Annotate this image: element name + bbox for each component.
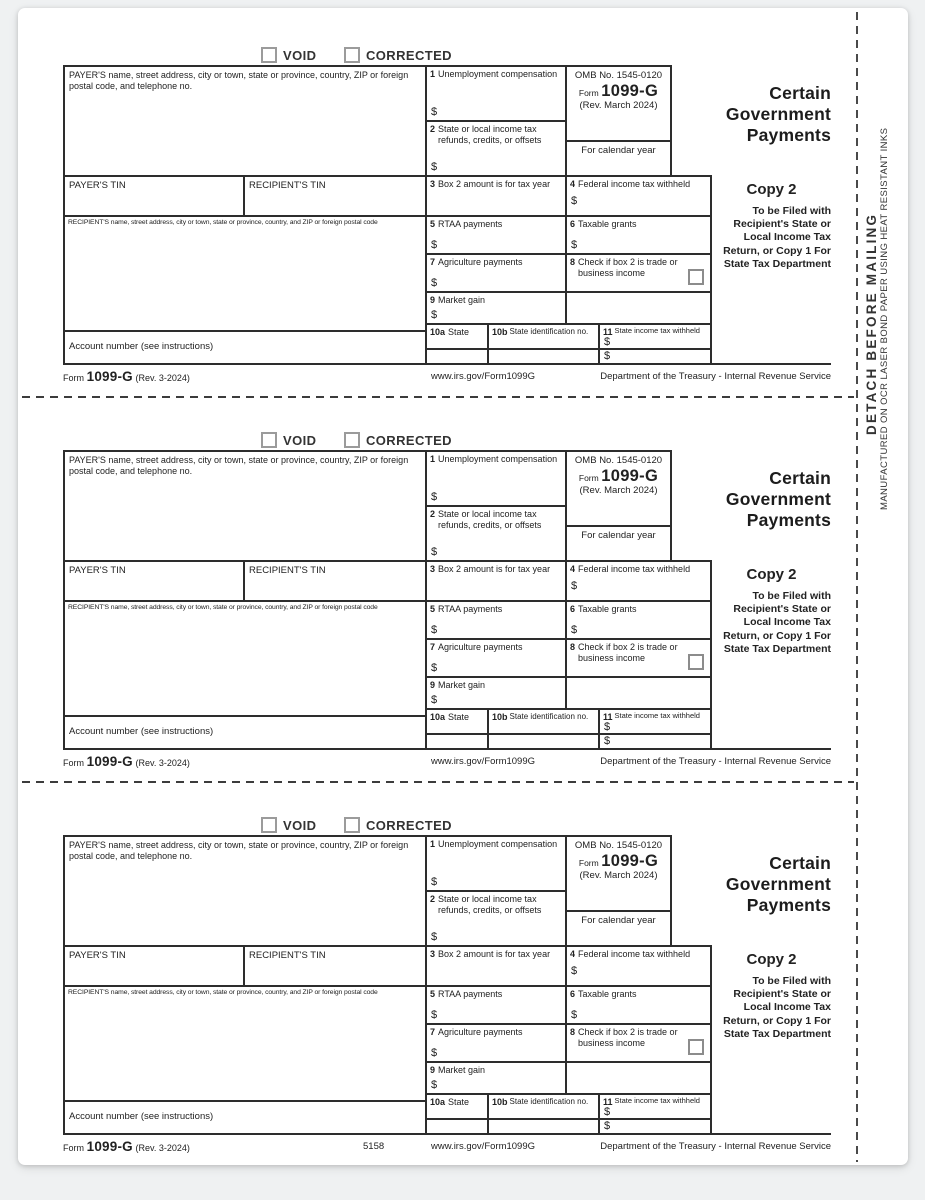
payer-tin-box	[63, 175, 243, 215]
footer-department: Department of the Treasury - Internal Revenue Service	[600, 1141, 831, 1152]
box-number: 6	[570, 989, 576, 999]
box-number: 9	[430, 295, 436, 305]
omb-box	[565, 450, 672, 560]
box-number: 3	[430, 949, 436, 959]
form-sheet	[18, 8, 908, 1165]
box-label: Federal income tax withheld	[578, 949, 691, 959]
recipient-info-box	[63, 600, 425, 715]
footer-form-number	[63, 369, 190, 384]
box-number: 9	[430, 680, 436, 690]
box-11-state-withheld	[598, 1093, 710, 1118]
copy-panel	[710, 175, 831, 365]
box-number: 7	[430, 642, 436, 652]
box-number: 1	[430, 454, 436, 464]
copy-designation: Copy 2	[746, 566, 797, 583]
payer-info-label: PAYER'S name, street address, city or town, state or province, country, ZIP or foreign postal code, and telephone no.	[69, 70, 409, 92]
account-number-label: Account number (see instructions)	[69, 341, 214, 352]
copy-designation: Copy 2	[746, 181, 797, 198]
box-label: State or local income tax refunds, credits, or offsets	[438, 894, 542, 915]
omb-top	[567, 452, 670, 527]
dollar-sign: $	[431, 1079, 438, 1091]
box-number: 2	[430, 894, 436, 904]
title-panel	[710, 450, 831, 560]
dollar-sign: $	[431, 694, 438, 706]
box-6-taxable-grants	[565, 215, 710, 253]
dollar-sign: $	[431, 546, 438, 558]
box-number: 5	[430, 604, 436, 614]
copy-panel	[710, 945, 831, 1135]
box-10b-row2	[487, 733, 598, 750]
corrected-label: CORRECTED	[366, 432, 452, 448]
box-label: Check if box 2 is trade or business income	[578, 257, 678, 278]
dollar-sign: $	[604, 1120, 611, 1132]
box-4-federal-withheld	[565, 945, 710, 985]
box-label: RTAA payments	[438, 219, 503, 229]
dollar-sign: $	[604, 1106, 611, 1118]
box-1-unemployment	[425, 835, 565, 890]
dollar-sign: $	[431, 309, 438, 321]
table-bottom-edge	[710, 1133, 831, 1135]
box-label: State identification no.	[509, 1097, 589, 1106]
recipient-tin-label: RECIPIENT'S TIN	[249, 565, 326, 576]
dollar-sign: $	[431, 161, 438, 173]
box-number: 1	[430, 839, 436, 849]
box-label: Unemployment compensation	[438, 839, 558, 849]
box-number: 4	[570, 949, 576, 959]
box-label: Federal income tax withheld	[578, 179, 691, 189]
box-number: 8	[570, 642, 576, 652]
dollar-sign: $	[571, 624, 578, 636]
form-title: Certain Government Payments	[725, 83, 831, 145]
omb-revision: (Rev. March 2024)	[579, 485, 658, 496]
form-copy-2	[63, 432, 831, 770]
recipient-info-label: RECIPIENT'S name, street address, city or town, state or province, country, and ZIP or foreign postal code	[68, 989, 378, 996]
omb-number: OMB No. 1545-0120	[574, 840, 663, 851]
box-8-trade-business	[565, 638, 710, 676]
form-title: Certain Government Payments	[725, 853, 831, 915]
box-number: 11	[603, 1097, 613, 1107]
title-panel	[710, 65, 831, 175]
box-label: Box 2 amount is for tax year	[438, 564, 551, 574]
omb-number: OMB No. 1545-0120	[574, 70, 663, 81]
box-2-state-refunds	[425, 890, 565, 945]
box-label: Agriculture payments	[438, 257, 523, 267]
account-number-box	[63, 715, 425, 750]
box-9-market-gain	[425, 291, 565, 323]
box-8-checkbox[interactable]	[688, 654, 704, 670]
box-6-taxable-grants	[565, 985, 710, 1023]
box-label: State	[448, 327, 470, 337]
box-label: Unemployment compensation	[438, 454, 558, 464]
calendar-year-label: For calendar year	[581, 530, 656, 541]
footer-form-number	[63, 1139, 190, 1154]
omb-number: OMB No. 1545-0120	[574, 455, 663, 466]
box-5-rtaa	[425, 215, 565, 253]
corrected-checkbox[interactable]	[344, 817, 360, 833]
omb-box	[565, 65, 672, 175]
account-number-label: Account number (see instructions)	[69, 726, 214, 737]
recipient-info-box	[63, 215, 425, 330]
box-number: 4	[570, 564, 576, 574]
box-3-tax-year	[425, 175, 565, 215]
box-number: 5	[430, 989, 436, 999]
form-title: Certain Government Payments	[725, 468, 831, 530]
corrected-label: CORRECTED	[366, 47, 452, 63]
box-label: Box 2 amount is for tax year	[438, 179, 551, 189]
box-7-agriculture	[425, 638, 565, 676]
footer-department: Department of the Treasury - Internal Revenue Service	[600, 756, 831, 767]
box-1-unemployment	[425, 450, 565, 505]
box-10b-state-id	[487, 323, 598, 348]
form-footer	[63, 1139, 831, 1154]
form-grid	[63, 65, 831, 367]
box-label: Taxable grants	[578, 219, 637, 229]
box-8-checkbox[interactable]	[688, 1039, 704, 1055]
form-copy-3	[63, 817, 831, 1155]
box-label: State	[448, 712, 470, 722]
box-label: State income tax withheld	[614, 711, 700, 720]
box-label: Taxable grants	[578, 989, 637, 999]
perforation-separator-1	[22, 396, 854, 398]
dollar-sign: $	[431, 931, 438, 943]
box-number: 10b	[492, 712, 508, 722]
void-corrected-row	[63, 817, 710, 833]
box-number: 2	[430, 509, 436, 519]
box-8-trade-business	[565, 1023, 710, 1061]
copy-note: To be Filed with Recipient's State or Local Income Tax Return, or Copy 1 For State Tax Department	[723, 205, 831, 270]
form-word: Form	[578, 88, 599, 98]
box-number: 7	[430, 1027, 436, 1037]
omb-top	[567, 67, 670, 142]
box-11-state-withheld	[598, 323, 710, 348]
box-number: 7	[430, 257, 436, 267]
box-9-right-blank	[565, 1061, 710, 1093]
omb-box	[565, 835, 672, 945]
footer-form-id: 1099-G	[86, 369, 133, 384]
payer-tin-label: PAYER'S TIN	[69, 565, 126, 576]
box-3-tax-year	[425, 945, 565, 985]
form-number: 1099-G	[601, 82, 659, 100]
box-10b-state-id	[487, 1093, 598, 1118]
box-9-market-gain	[425, 1061, 565, 1093]
recipient-info-box	[63, 985, 425, 1100]
box-label: Federal income tax withheld	[578, 564, 691, 574]
box-number: 1	[430, 69, 436, 79]
box-label: Box 2 amount is for tax year	[438, 949, 551, 959]
footer-revision: (Rev. 3-2024)	[135, 373, 190, 383]
copy-note: To be Filed with Recipient's State or Local Income Tax Return, or Copy 1 For State Tax Department	[723, 975, 831, 1040]
box-9-right-blank	[565, 291, 710, 323]
box-label: Market gain	[438, 680, 486, 690]
box-10a-row2	[425, 733, 487, 750]
box-8-checkbox[interactable]	[688, 269, 704, 285]
box-label: Agriculture payments	[438, 1027, 523, 1037]
account-number-box	[63, 330, 425, 365]
box-3-tax-year	[425, 560, 565, 600]
box-number: 2	[430, 124, 436, 134]
dollar-sign: $	[431, 1009, 438, 1021]
box-4-federal-withheld	[565, 560, 710, 600]
dollar-sign: $	[571, 965, 578, 977]
omb-top	[567, 837, 670, 912]
void-corrected-row	[63, 432, 710, 448]
payer-tin-box	[63, 945, 243, 985]
box-number: 5	[430, 219, 436, 229]
box-label: State income tax withheld	[614, 326, 700, 335]
copy-panel	[710, 560, 831, 750]
box-10a-row2	[425, 1118, 487, 1135]
footer-form-word: Form	[63, 1143, 84, 1153]
box-label: Taxable grants	[578, 604, 637, 614]
footer-form-word: Form	[63, 373, 84, 383]
box-10b-row2	[487, 348, 598, 365]
omb-revision: (Rev. March 2024)	[579, 870, 658, 881]
footer-form-id: 1099-G	[86, 1139, 133, 1154]
detach-before-mailing-note: DETACH BEFORE MAILING	[864, 212, 879, 435]
payer-info-label: PAYER'S name, street address, city or town, state or province, country, ZIP or foreign postal code, and telephone no.	[69, 455, 409, 477]
payer-tin-box	[63, 560, 243, 600]
form-grid	[63, 835, 831, 1137]
dollar-sign: $	[604, 350, 611, 362]
dollar-sign: $	[431, 491, 438, 503]
box-7-agriculture	[425, 1023, 565, 1061]
calendar-year-label: For calendar year	[581, 915, 656, 926]
box-label: RTAA payments	[438, 604, 503, 614]
title-panel	[710, 835, 831, 945]
box-11-row2	[598, 1118, 710, 1135]
perforation-line-vertical	[856, 12, 858, 1162]
form-copy-1	[63, 47, 831, 385]
box-number: 8	[570, 257, 576, 267]
dollar-sign: $	[604, 735, 611, 747]
calendar-year-label: For calendar year	[581, 145, 656, 156]
account-number-box	[63, 1100, 425, 1135]
box-number: 11	[603, 712, 613, 722]
payer-tin-label: PAYER'S TIN	[69, 180, 126, 191]
box-label: RTAA payments	[438, 989, 503, 999]
box-11-row2	[598, 733, 710, 750]
box-number: 9	[430, 1065, 436, 1075]
box-4-federal-withheld	[565, 175, 710, 215]
box-10a-state	[425, 1093, 487, 1118]
payer-info-box	[63, 450, 425, 560]
box-10a-row2	[425, 348, 487, 365]
box-10b-state-id	[487, 708, 598, 733]
box-6-taxable-grants	[565, 600, 710, 638]
box-2-state-refunds	[425, 505, 565, 560]
box-11-state-withheld	[598, 708, 710, 733]
dollar-sign: $	[431, 876, 438, 888]
copy-note: To be Filed with Recipient's State or Local Income Tax Return, or Copy 1 For State Tax Department	[723, 590, 831, 655]
dollar-sign: $	[571, 580, 578, 592]
payer-info-box	[63, 65, 425, 175]
form-footer	[63, 369, 831, 384]
dollar-sign: $	[604, 721, 611, 733]
void-label: VOID	[283, 47, 317, 63]
recipient-tin-box	[243, 175, 425, 215]
form-number: 1099-G	[601, 467, 659, 485]
footer-website: www.irs.gov/Form1099G	[431, 371, 536, 382]
form-word: Form	[578, 858, 599, 868]
box-10a-state	[425, 323, 487, 348]
box-number: 10b	[492, 327, 508, 337]
void-label: VOID	[283, 432, 317, 448]
footer-form-word: Form	[63, 758, 84, 768]
box-label: State or local income tax refunds, credits, or offsets	[438, 124, 542, 145]
box-label: State identification no.	[509, 712, 589, 721]
box-1-unemployment	[425, 65, 565, 120]
void-checkbox[interactable]	[261, 817, 277, 833]
box-5-rtaa	[425, 985, 565, 1023]
box-label: Unemployment compensation	[438, 69, 558, 79]
omb-revision: (Rev. March 2024)	[579, 100, 658, 111]
footer-department: Department of the Treasury - Internal Revenue Service	[600, 371, 831, 382]
form-word: Form	[578, 473, 599, 483]
box-label: State	[448, 1097, 470, 1107]
box-label: Market gain	[438, 295, 486, 305]
recipient-info-label: RECIPIENT'S name, street address, city or town, state or province, country, and ZIP or foreign postal code	[68, 219, 378, 226]
account-number-label: Account number (see instructions)	[69, 1111, 214, 1122]
box-label: Market gain	[438, 1065, 486, 1075]
box-10a-state	[425, 708, 487, 733]
dollar-sign: $	[571, 195, 578, 207]
void-checkbox[interactable]	[261, 47, 277, 63]
box-8-trade-business	[565, 253, 710, 291]
dollar-sign: $	[431, 277, 438, 289]
copy-designation: Copy 2	[746, 951, 797, 968]
form-footer	[63, 754, 831, 769]
box-number: 10a	[430, 327, 446, 337]
box-label: Agriculture payments	[438, 642, 523, 652]
box-10b-row2	[487, 1118, 598, 1135]
box-label: Check if box 2 is trade or business income	[578, 1027, 678, 1048]
box-number: 10a	[430, 712, 446, 722]
recipient-tin-box	[243, 945, 425, 985]
box-9-market-gain	[425, 676, 565, 708]
table-bottom-edge	[710, 363, 831, 365]
box-number: 10b	[492, 1097, 508, 1107]
dollar-sign: $	[431, 662, 438, 674]
recipient-tin-box	[243, 560, 425, 600]
dollar-sign: $	[431, 106, 438, 118]
box-number: 4	[570, 179, 576, 189]
void-label: VOID	[283, 817, 317, 833]
dollar-sign: $	[571, 239, 578, 251]
footer-form-id: 1099-G	[86, 754, 133, 769]
box-number: 8	[570, 1027, 576, 1037]
recipient-info-label: RECIPIENT'S name, street address, city or town, state or province, country, and ZIP or foreign postal code	[68, 604, 378, 611]
box-number: 6	[570, 219, 576, 229]
box-label: State identification no.	[509, 327, 589, 336]
box-9-right-blank	[565, 676, 710, 708]
box-label: State or local income tax refunds, credits, or offsets	[438, 509, 542, 530]
box-11-row2	[598, 348, 710, 365]
box-7-agriculture	[425, 253, 565, 291]
box-number: 3	[430, 179, 436, 189]
box-number: 10a	[430, 1097, 446, 1107]
dollar-sign: $	[431, 1047, 438, 1059]
payer-info-box	[63, 835, 425, 945]
corrected-checkbox[interactable]	[344, 432, 360, 448]
dollar-sign: $	[431, 624, 438, 636]
footer-form-number	[63, 754, 190, 769]
recipient-tin-label: RECIPIENT'S TIN	[249, 950, 326, 961]
footer-revision: (Rev. 3-2024)	[135, 1143, 190, 1153]
box-number: 11	[603, 327, 613, 337]
corrected-label: CORRECTED	[366, 817, 452, 833]
perforation-separator-2	[22, 781, 854, 783]
footer-website: www.irs.gov/Form1099G	[431, 756, 536, 767]
box-label: State income tax withheld	[614, 1096, 700, 1105]
form-grid	[63, 450, 831, 752]
payer-info-label: PAYER'S name, street address, city or town, state or province, country, ZIP or foreign postal code, and telephone no.	[69, 840, 409, 862]
dollar-sign: $	[431, 239, 438, 251]
dollar-sign: $	[604, 336, 611, 348]
form-number: 1099-G	[601, 852, 659, 870]
payer-tin-label: PAYER'S TIN	[69, 950, 126, 961]
table-bottom-edge	[710, 748, 831, 750]
box-number: 3	[430, 564, 436, 574]
box-5-rtaa	[425, 600, 565, 638]
box-label: Check if box 2 is trade or business income	[578, 642, 678, 663]
footer-website: www.irs.gov/Form1099G	[431, 1141, 536, 1152]
box-2-state-refunds	[425, 120, 565, 175]
dollar-sign: $	[571, 1009, 578, 1021]
manufactured-note: MANUFACTURED ON OCR LASER BOND PAPER USING HEAT RESISTANT INKS	[879, 127, 890, 510]
void-checkbox[interactable]	[261, 432, 277, 448]
footer-code: 5158	[363, 1141, 385, 1152]
footer-revision: (Rev. 3-2024)	[135, 758, 190, 768]
void-corrected-row	[63, 47, 710, 63]
box-number: 6	[570, 604, 576, 614]
corrected-checkbox[interactable]	[344, 47, 360, 63]
recipient-tin-label: RECIPIENT'S TIN	[249, 180, 326, 191]
